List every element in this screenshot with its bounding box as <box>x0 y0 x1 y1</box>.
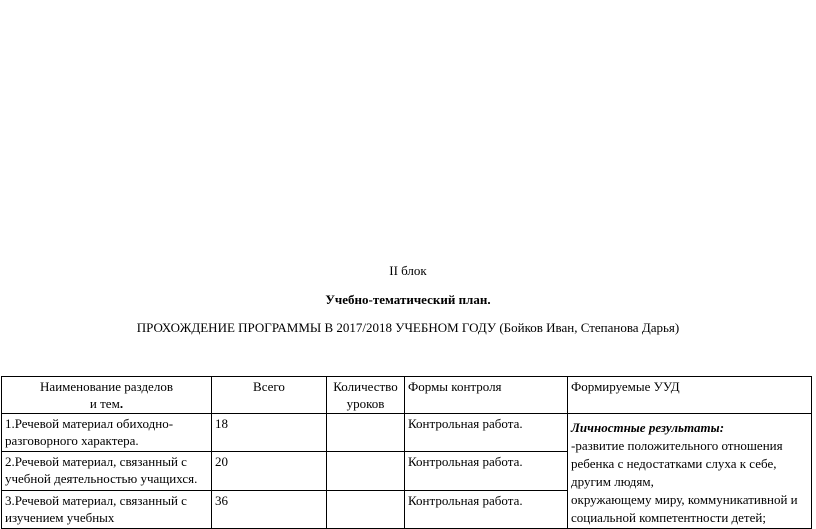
header-section-line2: и тем. <box>89 396 124 411</box>
header-section-names <box>2 377 212 414</box>
row-total: 36 <box>212 490 327 528</box>
block-title: II блок <box>389 263 427 278</box>
row-control-form: Контрольная работа. <box>405 452 568 490</box>
header-lesson-count: Количество уроков <box>327 377 405 414</box>
table-row <box>2 414 812 452</box>
uud-cell <box>568 414 812 529</box>
row-section-name: 1.Речевой материал обиходно-разговорного характера. <box>2 414 212 452</box>
row-lesson-count <box>327 452 405 490</box>
row-total: 18 <box>212 414 327 452</box>
row-section-name: 2.Речевой материал, связанный с учебной деятельностью учащихся. <box>2 452 212 490</box>
row-control-form: Контрольная работа. <box>405 490 568 528</box>
header-total: Всего <box>212 377 327 414</box>
program-title: ПРОХОЖДЕНИЕ ПРОГРАММЫ В 2017/2018 УЧЕБНОМ ГОДУ (Бойков Иван, Степанова Дарья) <box>136 320 680 335</box>
table-header-row <box>2 377 812 414</box>
row-section-name: 3.Речевой материал, связанный с изучением учебных <box>2 490 212 528</box>
header-section-line1: Наименование разделов <box>40 379 173 394</box>
uud-line-2: окружающему миру, коммуникативной и социальной компетентности детей; <box>571 492 798 525</box>
header-control-forms: Формы контроля <box>405 377 568 414</box>
row-control-form: Контрольная работа. <box>405 414 568 452</box>
header-uud: Формируемые УУД <box>568 377 812 414</box>
uud-heading: Личностные результаты: <box>571 420 725 435</box>
row-lesson-count <box>327 414 405 452</box>
uud-line-1: -развитие положительного отношения ребенка с недостатками слуха к себе, другим людям, <box>571 438 783 489</box>
row-total: 20 <box>212 452 327 490</box>
thematic-plan-table <box>1 376 812 529</box>
plan-title: Учебно-тематический план. <box>325 292 491 307</box>
row-lesson-count <box>327 490 405 528</box>
